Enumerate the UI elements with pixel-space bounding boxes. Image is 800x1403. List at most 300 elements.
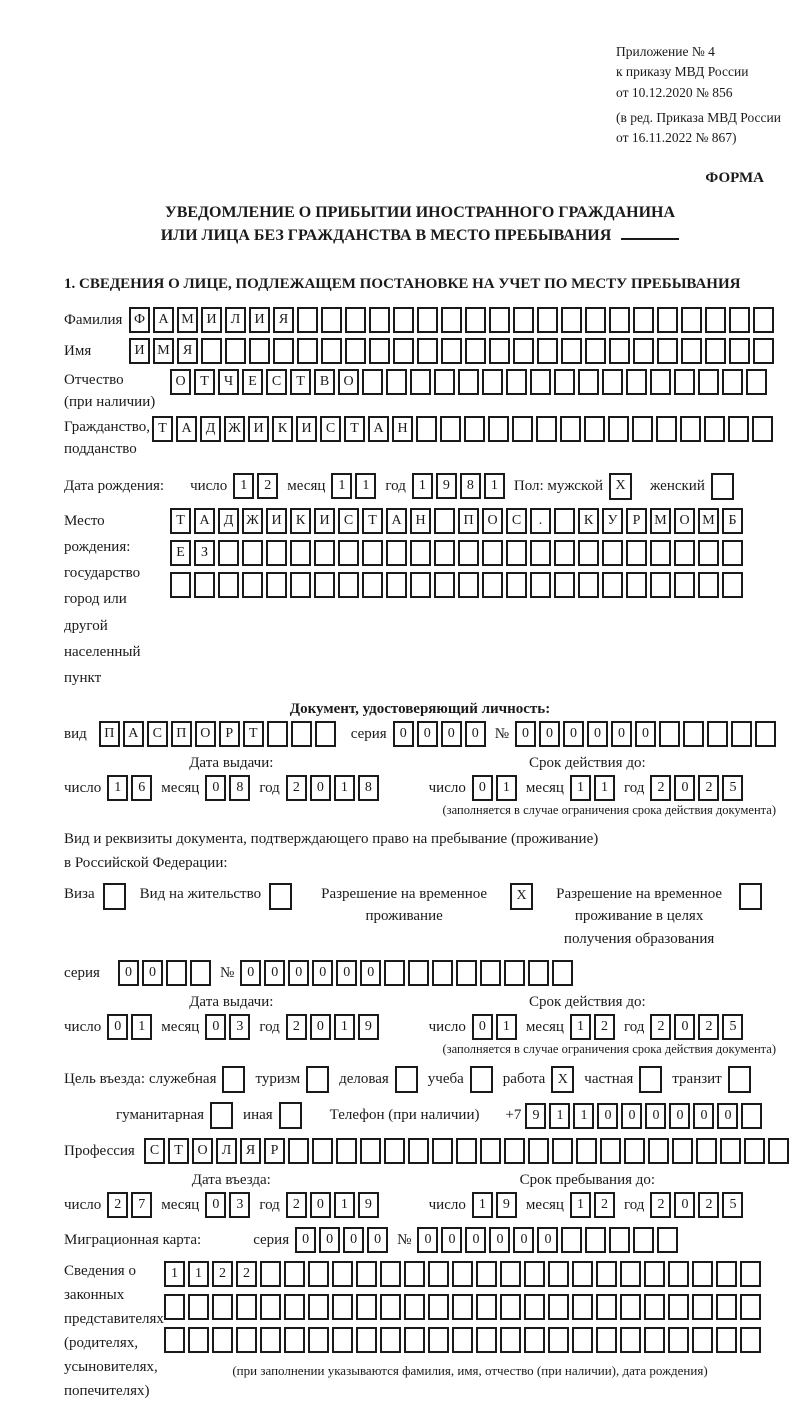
- form-cell[interactable]: В: [314, 369, 335, 395]
- form-cell[interactable]: [432, 1138, 453, 1164]
- form-cell[interactable]: Л: [216, 1138, 237, 1164]
- form-cell[interactable]: [410, 369, 431, 395]
- form-cell[interactable]: [482, 369, 503, 395]
- form-cell[interactable]: 9: [358, 1014, 379, 1040]
- form-cell[interactable]: [336, 1138, 357, 1164]
- form-cell[interactable]: 0: [343, 1227, 364, 1253]
- form-cell[interactable]: [753, 338, 774, 364]
- form-cell[interactable]: [626, 369, 647, 395]
- form-cell[interactable]: [681, 307, 702, 333]
- form-cell[interactable]: О: [195, 721, 216, 747]
- form-cell[interactable]: [572, 1327, 593, 1353]
- form-cell[interactable]: Р: [626, 508, 647, 534]
- form-cell[interactable]: 9: [496, 1192, 517, 1218]
- form-cell[interactable]: [308, 1294, 329, 1320]
- form-cell[interactable]: [548, 1327, 569, 1353]
- form-cell[interactable]: [356, 1261, 377, 1287]
- form-cell[interactable]: X: [510, 883, 533, 910]
- form-cell[interactable]: [384, 960, 405, 986]
- form-cell[interactable]: [716, 1261, 737, 1287]
- form-cell[interactable]: X: [551, 1066, 574, 1093]
- form-cell[interactable]: [530, 540, 551, 566]
- form-cell[interactable]: Ж: [242, 508, 263, 534]
- form-cell[interactable]: [242, 540, 263, 566]
- form-cell[interactable]: 0: [142, 960, 163, 986]
- form-cell[interactable]: [596, 1327, 617, 1353]
- form-cell[interactable]: [633, 1227, 654, 1253]
- form-cell[interactable]: А: [194, 508, 215, 534]
- form-cell[interactable]: [408, 1138, 429, 1164]
- form-cell[interactable]: 0: [472, 1014, 493, 1040]
- form-cell[interactable]: 0: [441, 1227, 462, 1253]
- form-cell[interactable]: [188, 1294, 209, 1320]
- form-cell[interactable]: 1: [131, 1014, 152, 1040]
- form-cell[interactable]: 0: [441, 721, 462, 747]
- form-cell[interactable]: [650, 572, 671, 598]
- form-cell[interactable]: [290, 572, 311, 598]
- form-cell[interactable]: [345, 338, 366, 364]
- form-cell[interactable]: [428, 1327, 449, 1353]
- form-cell[interactable]: 0: [635, 721, 656, 747]
- form-cell[interactable]: [674, 369, 695, 395]
- form-cell[interactable]: [356, 1294, 377, 1320]
- form-cell[interactable]: [312, 1138, 333, 1164]
- form-cell[interactable]: [668, 1294, 689, 1320]
- form-cell[interactable]: С: [320, 416, 341, 442]
- form-cell[interactable]: 0: [513, 1227, 534, 1253]
- form-cell[interactable]: [746, 369, 767, 395]
- form-cell[interactable]: Р: [264, 1138, 285, 1164]
- form-cell[interactable]: [332, 1261, 353, 1287]
- form-cell[interactable]: 0: [669, 1103, 690, 1129]
- form-cell[interactable]: Л: [225, 307, 246, 333]
- form-cell[interactable]: [561, 338, 582, 364]
- form-cell[interactable]: [380, 1327, 401, 1353]
- form-cell[interactable]: [609, 1227, 630, 1253]
- form-cell[interactable]: [728, 1066, 751, 1093]
- form-cell[interactable]: [620, 1327, 641, 1353]
- form-cell[interactable]: [585, 307, 606, 333]
- form-cell[interactable]: [561, 307, 582, 333]
- form-cell[interactable]: [362, 572, 383, 598]
- form-cell[interactable]: [410, 572, 431, 598]
- form-cell[interactable]: [639, 1066, 662, 1093]
- form-cell[interactable]: [648, 1138, 669, 1164]
- form-cell[interactable]: П: [99, 721, 120, 747]
- form-cell[interactable]: Ж: [224, 416, 245, 442]
- form-cell[interactable]: [480, 960, 501, 986]
- form-cell[interactable]: [338, 572, 359, 598]
- form-cell[interactable]: 0: [717, 1103, 738, 1129]
- form-cell[interactable]: [212, 1327, 233, 1353]
- form-cell[interactable]: [222, 1066, 245, 1093]
- form-cell[interactable]: [452, 1294, 473, 1320]
- form-cell[interactable]: [644, 1294, 665, 1320]
- form-cell[interactable]: И: [129, 338, 150, 364]
- form-cell[interactable]: [506, 369, 527, 395]
- form-cell[interactable]: [338, 540, 359, 566]
- form-cell[interactable]: [705, 307, 726, 333]
- form-cell[interactable]: 0: [240, 960, 261, 986]
- form-cell[interactable]: 0: [319, 1227, 340, 1253]
- form-cell[interactable]: [201, 338, 222, 364]
- form-cell[interactable]: 9: [436, 473, 457, 499]
- form-cell[interactable]: 1: [594, 775, 615, 801]
- form-cell[interactable]: Ф: [129, 307, 150, 333]
- form-cell[interactable]: Т: [168, 1138, 189, 1164]
- form-cell[interactable]: [194, 572, 215, 598]
- form-cell[interactable]: Т: [152, 416, 173, 442]
- form-cell[interactable]: [260, 1294, 281, 1320]
- form-cell[interactable]: [428, 1294, 449, 1320]
- form-cell[interactable]: [456, 960, 477, 986]
- form-cell[interactable]: Е: [242, 369, 263, 395]
- form-cell[interactable]: 0: [587, 721, 608, 747]
- form-cell[interactable]: 2: [650, 1192, 671, 1218]
- form-cell[interactable]: 0: [417, 721, 438, 747]
- form-cell[interactable]: [644, 1327, 665, 1353]
- form-cell[interactable]: [386, 572, 407, 598]
- form-cell[interactable]: М: [650, 508, 671, 534]
- form-cell[interactable]: [236, 1294, 257, 1320]
- form-cell[interactable]: [314, 540, 335, 566]
- form-cell[interactable]: О: [338, 369, 359, 395]
- form-cell[interactable]: Т: [344, 416, 365, 442]
- form-cell[interactable]: К: [578, 508, 599, 534]
- form-cell[interactable]: [458, 369, 479, 395]
- form-cell[interactable]: [530, 572, 551, 598]
- form-cell[interactable]: 2: [698, 1192, 719, 1218]
- form-cell[interactable]: [578, 369, 599, 395]
- form-cell[interactable]: [753, 307, 774, 333]
- form-cell[interactable]: [650, 540, 671, 566]
- form-cell[interactable]: [434, 572, 455, 598]
- form-cell[interactable]: [488, 416, 509, 442]
- form-cell[interactable]: С: [266, 369, 287, 395]
- form-cell[interactable]: [692, 1294, 713, 1320]
- form-cell[interactable]: [321, 338, 342, 364]
- form-cell[interactable]: 0: [367, 1227, 388, 1253]
- form-cell[interactable]: 2: [286, 1192, 307, 1218]
- form-cell[interactable]: 1: [334, 1014, 355, 1040]
- form-cell[interactable]: [434, 508, 455, 534]
- form-cell[interactable]: [458, 572, 479, 598]
- form-cell[interactable]: [624, 1138, 645, 1164]
- form-cell[interactable]: 3: [229, 1192, 250, 1218]
- form-cell[interactable]: [720, 1138, 741, 1164]
- form-cell[interactable]: [170, 572, 191, 598]
- form-cell[interactable]: [704, 416, 725, 442]
- form-cell[interactable]: [513, 338, 534, 364]
- form-cell[interactable]: 2: [107, 1192, 128, 1218]
- form-cell[interactable]: [584, 416, 605, 442]
- form-cell[interactable]: 2: [286, 775, 307, 801]
- form-cell[interactable]: 9: [525, 1103, 546, 1129]
- form-cell[interactable]: [432, 960, 453, 986]
- form-cell[interactable]: П: [458, 508, 479, 534]
- form-cell[interactable]: [291, 721, 312, 747]
- form-cell[interactable]: [536, 416, 557, 442]
- form-cell[interactable]: [297, 338, 318, 364]
- form-cell[interactable]: 7: [131, 1192, 152, 1218]
- form-cell[interactable]: [393, 338, 414, 364]
- form-cell[interactable]: [288, 1138, 309, 1164]
- form-cell[interactable]: [266, 540, 287, 566]
- form-cell[interactable]: [711, 473, 734, 500]
- form-cell[interactable]: 1: [164, 1261, 185, 1287]
- form-cell[interactable]: [308, 1261, 329, 1287]
- form-cell[interactable]: [297, 307, 318, 333]
- form-cell[interactable]: [578, 572, 599, 598]
- form-cell[interactable]: [362, 540, 383, 566]
- form-cell[interactable]: [260, 1261, 281, 1287]
- form-cell[interactable]: 2: [286, 1014, 307, 1040]
- form-cell[interactable]: 1: [334, 775, 355, 801]
- form-cell[interactable]: [404, 1327, 425, 1353]
- form-cell[interactable]: [482, 572, 503, 598]
- form-cell[interactable]: [602, 540, 623, 566]
- form-cell[interactable]: [548, 1261, 569, 1287]
- form-cell[interactable]: [752, 416, 773, 442]
- form-cell[interactable]: [410, 540, 431, 566]
- form-cell[interactable]: 0: [360, 960, 381, 986]
- form-cell[interactable]: 0: [674, 1192, 695, 1218]
- form-cell[interactable]: Н: [392, 416, 413, 442]
- form-cell[interactable]: И: [314, 508, 335, 534]
- form-cell[interactable]: [668, 1327, 689, 1353]
- form-cell[interactable]: [554, 572, 575, 598]
- form-cell[interactable]: 1: [496, 775, 517, 801]
- form-cell[interactable]: И: [249, 307, 270, 333]
- form-cell[interactable]: [452, 1327, 473, 1353]
- form-cell[interactable]: У: [602, 508, 623, 534]
- form-cell[interactable]: 0: [336, 960, 357, 986]
- form-cell[interactable]: 9: [358, 1192, 379, 1218]
- form-cell[interactable]: [668, 1261, 689, 1287]
- form-cell[interactable]: [729, 307, 750, 333]
- form-cell[interactable]: [380, 1261, 401, 1287]
- form-cell[interactable]: [314, 572, 335, 598]
- form-cell[interactable]: [504, 960, 525, 986]
- form-cell[interactable]: [465, 307, 486, 333]
- form-cell[interactable]: 8: [229, 775, 250, 801]
- form-cell[interactable]: 2: [698, 775, 719, 801]
- form-cell[interactable]: [500, 1327, 521, 1353]
- form-cell[interactable]: [632, 416, 653, 442]
- form-cell[interactable]: Р: [219, 721, 240, 747]
- form-cell[interactable]: [464, 416, 485, 442]
- form-cell[interactable]: [458, 540, 479, 566]
- form-cell[interactable]: [554, 369, 575, 395]
- form-cell[interactable]: [741, 1103, 762, 1129]
- form-cell[interactable]: [554, 508, 575, 534]
- form-cell[interactable]: [489, 307, 510, 333]
- form-cell[interactable]: [707, 721, 728, 747]
- form-cell[interactable]: Д: [218, 508, 239, 534]
- form-cell[interactable]: [416, 416, 437, 442]
- form-cell[interactable]: [596, 1261, 617, 1287]
- form-cell[interactable]: Я: [240, 1138, 261, 1164]
- form-cell[interactable]: 0: [465, 1227, 486, 1253]
- form-cell[interactable]: 1: [233, 473, 254, 499]
- form-cell[interactable]: 0: [310, 775, 331, 801]
- form-cell[interactable]: [356, 1327, 377, 1353]
- form-cell[interactable]: 1: [549, 1103, 570, 1129]
- form-cell[interactable]: С: [338, 508, 359, 534]
- form-cell[interactable]: [572, 1261, 593, 1287]
- form-cell[interactable]: [362, 369, 383, 395]
- form-cell[interactable]: [633, 307, 654, 333]
- form-cell[interactable]: 5: [722, 775, 743, 801]
- form-cell[interactable]: [279, 1102, 302, 1129]
- form-cell[interactable]: 0: [674, 775, 695, 801]
- form-cell[interactable]: Т: [243, 721, 264, 747]
- form-cell[interactable]: М: [698, 508, 719, 534]
- form-cell[interactable]: [560, 416, 581, 442]
- form-cell[interactable]: С: [147, 721, 168, 747]
- form-cell[interactable]: Я: [177, 338, 198, 364]
- form-cell[interactable]: [674, 540, 695, 566]
- form-cell[interactable]: И: [266, 508, 287, 534]
- form-cell[interactable]: [386, 540, 407, 566]
- form-cell[interactable]: [608, 416, 629, 442]
- form-cell[interactable]: [218, 540, 239, 566]
- form-cell[interactable]: 0: [312, 960, 333, 986]
- form-cell[interactable]: [512, 416, 533, 442]
- form-cell[interactable]: [465, 338, 486, 364]
- form-cell[interactable]: М: [177, 307, 198, 333]
- form-cell[interactable]: 2: [236, 1261, 257, 1287]
- form-cell[interactable]: 0: [393, 721, 414, 747]
- form-cell[interactable]: [164, 1294, 185, 1320]
- form-cell[interactable]: О: [482, 508, 503, 534]
- form-cell[interactable]: [530, 369, 551, 395]
- form-cell[interactable]: 2: [257, 473, 278, 499]
- form-cell[interactable]: [744, 1138, 765, 1164]
- form-cell[interactable]: [470, 1066, 493, 1093]
- form-cell[interactable]: [482, 540, 503, 566]
- form-cell[interactable]: [768, 1138, 789, 1164]
- form-cell[interactable]: [626, 540, 647, 566]
- form-cell[interactable]: [266, 572, 287, 598]
- form-cell[interactable]: [242, 572, 263, 598]
- form-cell[interactable]: [729, 338, 750, 364]
- form-cell[interactable]: [716, 1327, 737, 1353]
- form-cell[interactable]: [284, 1261, 305, 1287]
- form-cell[interactable]: [552, 960, 573, 986]
- form-cell[interactable]: 2: [698, 1014, 719, 1040]
- form-cell[interactable]: 0: [107, 1014, 128, 1040]
- form-cell[interactable]: 6: [131, 775, 152, 801]
- form-cell[interactable]: А: [176, 416, 197, 442]
- form-cell[interactable]: [602, 572, 623, 598]
- form-cell[interactable]: [680, 416, 701, 442]
- form-cell[interactable]: А: [123, 721, 144, 747]
- form-cell[interactable]: .: [530, 508, 551, 534]
- form-cell[interactable]: [609, 307, 630, 333]
- form-cell[interactable]: [683, 721, 704, 747]
- form-cell[interactable]: 0: [693, 1103, 714, 1129]
- form-cell[interactable]: [476, 1261, 497, 1287]
- form-cell[interactable]: [417, 307, 438, 333]
- form-cell[interactable]: [657, 338, 678, 364]
- form-cell[interactable]: [513, 307, 534, 333]
- form-cell[interactable]: [672, 1138, 693, 1164]
- form-cell[interactable]: 0: [515, 721, 536, 747]
- form-cell[interactable]: 1: [573, 1103, 594, 1129]
- form-cell[interactable]: С: [144, 1138, 165, 1164]
- form-cell[interactable]: А: [153, 307, 174, 333]
- form-cell[interactable]: [360, 1138, 381, 1164]
- form-cell[interactable]: [428, 1261, 449, 1287]
- form-cell[interactable]: [572, 1294, 593, 1320]
- form-cell[interactable]: [698, 572, 719, 598]
- form-cell[interactable]: [480, 1138, 501, 1164]
- form-cell[interactable]: [210, 1102, 233, 1129]
- form-cell[interactable]: [284, 1294, 305, 1320]
- form-cell[interactable]: [524, 1294, 545, 1320]
- form-cell[interactable]: 2: [212, 1261, 233, 1287]
- form-cell[interactable]: 0: [597, 1103, 618, 1129]
- form-cell[interactable]: 0: [310, 1192, 331, 1218]
- form-cell[interactable]: [674, 572, 695, 598]
- form-cell[interactable]: [434, 369, 455, 395]
- form-cell[interactable]: [476, 1294, 497, 1320]
- form-cell[interactable]: К: [272, 416, 293, 442]
- form-cell[interactable]: 2: [594, 1014, 615, 1040]
- form-cell[interactable]: [267, 721, 288, 747]
- form-cell[interactable]: 0: [288, 960, 309, 986]
- form-cell[interactable]: [404, 1294, 425, 1320]
- form-cell[interactable]: [716, 1294, 737, 1320]
- form-cell[interactable]: И: [248, 416, 269, 442]
- form-cell[interactable]: [585, 1227, 606, 1253]
- form-cell[interactable]: [657, 307, 678, 333]
- form-cell[interactable]: 1: [484, 473, 505, 499]
- form-cell[interactable]: П: [171, 721, 192, 747]
- form-cell[interactable]: [273, 338, 294, 364]
- form-cell[interactable]: 2: [650, 1014, 671, 1040]
- form-cell[interactable]: 0: [264, 960, 285, 986]
- form-cell[interactable]: 8: [358, 775, 379, 801]
- form-cell[interactable]: [740, 1327, 761, 1353]
- form-cell[interactable]: [489, 338, 510, 364]
- form-cell[interactable]: [728, 416, 749, 442]
- form-cell[interactable]: [657, 1227, 678, 1253]
- form-cell[interactable]: [408, 960, 429, 986]
- form-cell[interactable]: [393, 307, 414, 333]
- form-cell[interactable]: [528, 960, 549, 986]
- form-cell[interactable]: [225, 338, 246, 364]
- form-cell[interactable]: [380, 1294, 401, 1320]
- form-cell[interactable]: 0: [489, 1227, 510, 1253]
- form-cell[interactable]: [528, 1138, 549, 1164]
- form-cell[interactable]: [188, 1327, 209, 1353]
- form-cell[interactable]: [585, 338, 606, 364]
- form-cell[interactable]: [696, 1138, 717, 1164]
- form-cell[interactable]: Б: [722, 508, 743, 534]
- form-cell[interactable]: К: [290, 508, 311, 534]
- form-cell[interactable]: З: [194, 540, 215, 566]
- form-cell[interactable]: Н: [410, 508, 431, 534]
- form-cell[interactable]: [554, 540, 575, 566]
- form-cell[interactable]: 0: [310, 1014, 331, 1040]
- form-cell[interactable]: 0: [539, 721, 560, 747]
- form-cell[interactable]: [500, 1294, 521, 1320]
- form-cell[interactable]: [722, 540, 743, 566]
- form-cell[interactable]: И: [201, 307, 222, 333]
- form-cell[interactable]: Е: [170, 540, 191, 566]
